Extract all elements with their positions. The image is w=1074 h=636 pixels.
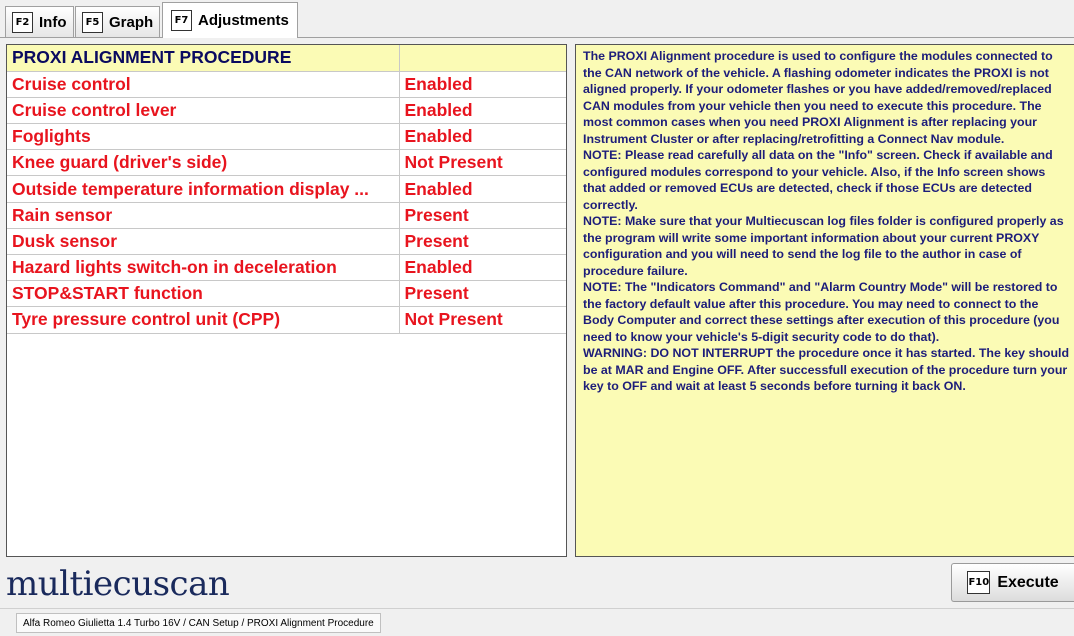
description-panel [575,44,1074,557]
f2-key-icon: F2 [12,12,33,33]
table-row[interactable] [7,228,566,254]
parameter-value: Enabled [399,97,566,123]
tab-adjustments[interactable] [162,2,298,38]
parameter-value: Enabled [399,176,566,202]
table-row[interactable] [7,281,566,307]
f10-key-icon: F10 [967,571,990,594]
tab-graph[interactable] [75,6,160,37]
description-paragraph: NOTE: Please read carefully all data on the "Info" screen. Check if available and configured modules correspond to your vehicle. Also, if the Info screen shows that added or removed ECUs are detected, check if those ECUs are detected correctly. [583,148,1053,212]
parameter-name: Cruise control lever [7,97,399,123]
parameter-name: Dusk sensor [7,228,399,254]
parameter-name: Hazard lights switch-on in deceleration [7,255,399,281]
parameter-value: Present [399,281,566,307]
parameter-name: Tyre pressure control unit (CPP) [7,307,399,333]
status-bar [0,608,1074,636]
table-row[interactable] [7,124,566,150]
table-row[interactable] [7,97,566,123]
parameter-value: Not Present [399,150,566,176]
table-row[interactable] [7,255,566,281]
table-row[interactable] [7,202,566,228]
f5-key-icon: F5 [82,12,103,33]
parameter-name: STOP&START function [7,281,399,307]
tab-info[interactable] [5,6,74,37]
parameter-value: Enabled [399,255,566,281]
parameter-name: Cruise control [7,71,399,97]
description-paragraph: The PROXI Alignment procedure is used to configure the modules connected to the CAN network of the vehicle. A flashing odometer indicates the PROXI is not aligned properly. If your odometer flashes or you have added/removed/replaced CAN modules from your vehicle then you need to execute this procedure. The most common cases when you need PROXI Alignment is after replacing your Instrument Cluster or after replacing/retrofitting a Connect Nav module. [583,49,1053,146]
parameter-name: Foglights [7,124,399,150]
execute-button-label: Execute [997,573,1059,591]
parameter-name: Knee guard (driver's side) [7,150,399,176]
table-header-row [7,45,566,71]
tab-info-label: Info [39,13,67,31]
table-row[interactable] [7,176,566,202]
status-bar-path: Alfa Romeo Giulietta 1.4 Turbo 16V / CAN Setup / PROXI Alignment Procedure [16,613,381,633]
parameter-value: Not Present [399,307,566,333]
parameter-name: Rain sensor [7,202,399,228]
parameters-panel [6,44,567,557]
parameter-value: Present [399,202,566,228]
parameter-value: Present [399,228,566,254]
table-row[interactable] [7,150,566,176]
tab-bar [0,0,1074,38]
table-header-value [399,45,566,71]
description-paragraph: NOTE: The "Indicators Command" and "Alarm Country Mode" will be restored to the factory default value after this procedure. You may need to connect to the Body Computer and correct these settings after execution of this procedure (you need to know your vehicle's 5-digit security code to do that). [583,280,1060,344]
tab-adjustments-label: Adjustments [198,12,289,29]
table-row[interactable] [7,307,566,333]
parameter-value: Enabled [399,124,566,150]
table-row[interactable] [7,71,566,97]
description-paragraph: WARNING: DO NOT INTERRUPT the procedure once it has started. The key should be at MAR and Engine OFF. After successfull execution of the procedure turn your key to OFF and wait at least 5 seconds before turning it back ON. [583,346,1070,393]
parameter-value: Enabled [399,71,566,97]
parameters-table [7,45,566,334]
parameter-name: Outside temperature information display ... [7,176,399,202]
description-paragraph: NOTE: Make sure that your Multiecuscan log files folder is configured properly as the program will write some important information about your current PROXY configuration and you will need to send the log file to the author in case of procedure failure. [583,214,1064,278]
execute-button[interactable] [951,563,1074,602]
table-header-title: PROXI ALIGNMENT PROCEDURE [7,45,399,71]
tab-graph-label: Graph [109,13,154,31]
f7-key-icon: F7 [171,10,192,31]
multiecuscan-logo: multiecuscan [6,564,230,604]
